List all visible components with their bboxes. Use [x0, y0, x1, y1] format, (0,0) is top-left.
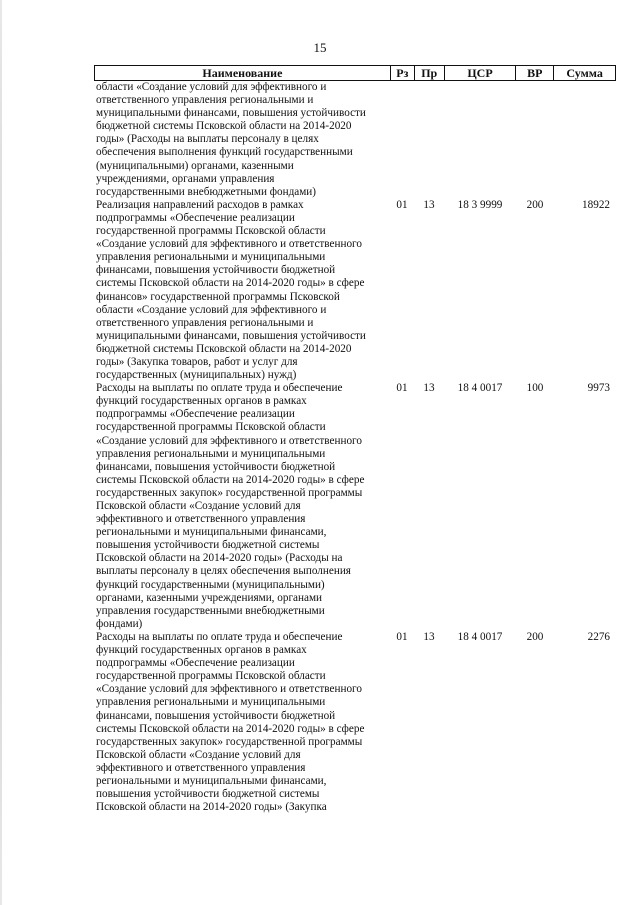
header-csr: ЦСР [444, 66, 516, 80]
row-name: области «Создание условий для эффективного и ответственного управления региональными и муниципальными финансами, повышения устойчивости бюджетной системы Псковской области на 2014-2020 годы» (Расходы на выплаты персоналу в целях обеспечения выполнения функций государственными (муниципальными) органами, казенными учреждениями, органами управления государственными внебюджетными фондами) [96, 81, 366, 198]
row-name: Расходы на выплаты по оплате труда и обеспечение функций государственных органов в рамках подпрограммы «Обеспечение реализации государственной программы Псковской области «Создание условий для эффективного и ответственного управления региональными и муниципальными финансами, повышения устойчивости бюджетной системы Псковской области на 2014-2020 годы» в сфере государственных закупок» государственной программы Псковской области «Создание условий для эффективного и ответственного управления региональными и муниципальными финансами, повышения устойчивости бюджетной системы Псковской области на 2014-2020 годы» (Закупка [96, 630, 365, 814]
header-sum: Сумма [553, 66, 615, 80]
row-name: Реализация направлений расходов в рамках подпрограммы «Обеспечение реализации государственной программы Псковской области «Создание условий для эффективного и ответственного управления региональными и муниципальными финансами, повышения устойчивости бюджетной системы Псковской области на 2014-2020 годы» в сфере финансов» государственной программы Псковской области «Создание условий для эффективного и ответственного управления региональными и муниципальными финансами, повышения устойчивости бюджетной системы Псковской области на 2014-2020 годы» (Закупка товаров, работ и услуг для государственных (муниципальных) нужд) [96, 198, 366, 382]
table-row [94, 382, 616, 631]
row-csr: 18 4 0017 [457, 382, 503, 395]
header-pr: Пр [414, 66, 444, 80]
row-vr [516, 81, 554, 199]
row-csr: 18 3 9999 [457, 198, 503, 211]
row-sum: 2276 [587, 630, 610, 643]
row-vr: 200 [526, 630, 544, 643]
row-vr: 100 [526, 382, 544, 395]
budget-table [94, 65, 616, 814]
row-pr [414, 81, 444, 199]
row-rz: 01 [396, 382, 408, 395]
row-csr: 18 4 0017 [457, 630, 503, 643]
scan-edge [0, 0, 2, 905]
table-row [94, 631, 616, 814]
table-body [94, 81, 616, 814]
row-sum: 9973 [587, 382, 610, 395]
header-rz: Рз [390, 66, 414, 80]
row-sum: 18922 [582, 198, 610, 211]
row-rz [390, 81, 414, 199]
row-name: Расходы на выплаты по оплате труда и обеспечение функций государственных органов в рамках подпрограммы «Обеспечение реализации государственной программы Псковской области «Создание условий для эффективного и ответственного управления региональными и муниципальными финансами, повышения устойчивости бюджетной системы Псковской области на 2014-2020 годы» в сфере государственных закупок» государственной программы Псковской области «Создание условий для эффективного и ответственного управления региональными и муниципальными финансами, повышения устойчивости бюджетной системы Псковской области на 2014-2020 годы» (Расходы на выплаты персоналу в целях обеспечения выполнения функций государственными (муниципальными) органами, казенными учреждениями, органами управления государственными внебюджетными фондами) [96, 382, 365, 630]
row-pr: 13 [423, 630, 435, 643]
row-pr: 13 [423, 382, 435, 395]
page-number: 15 [313, 40, 327, 55]
row-sum [554, 81, 616, 199]
row-csr [444, 81, 516, 199]
table-row [94, 81, 616, 199]
table-header [94, 65, 616, 81]
header-name: Наименование [202, 66, 283, 80]
table-row [94, 199, 616, 382]
row-rz: 01 [396, 198, 408, 211]
row-vr: 200 [526, 198, 544, 211]
row-rz: 01 [396, 630, 408, 643]
row-pr: 13 [423, 198, 435, 211]
header-vr: ВР [515, 66, 553, 80]
